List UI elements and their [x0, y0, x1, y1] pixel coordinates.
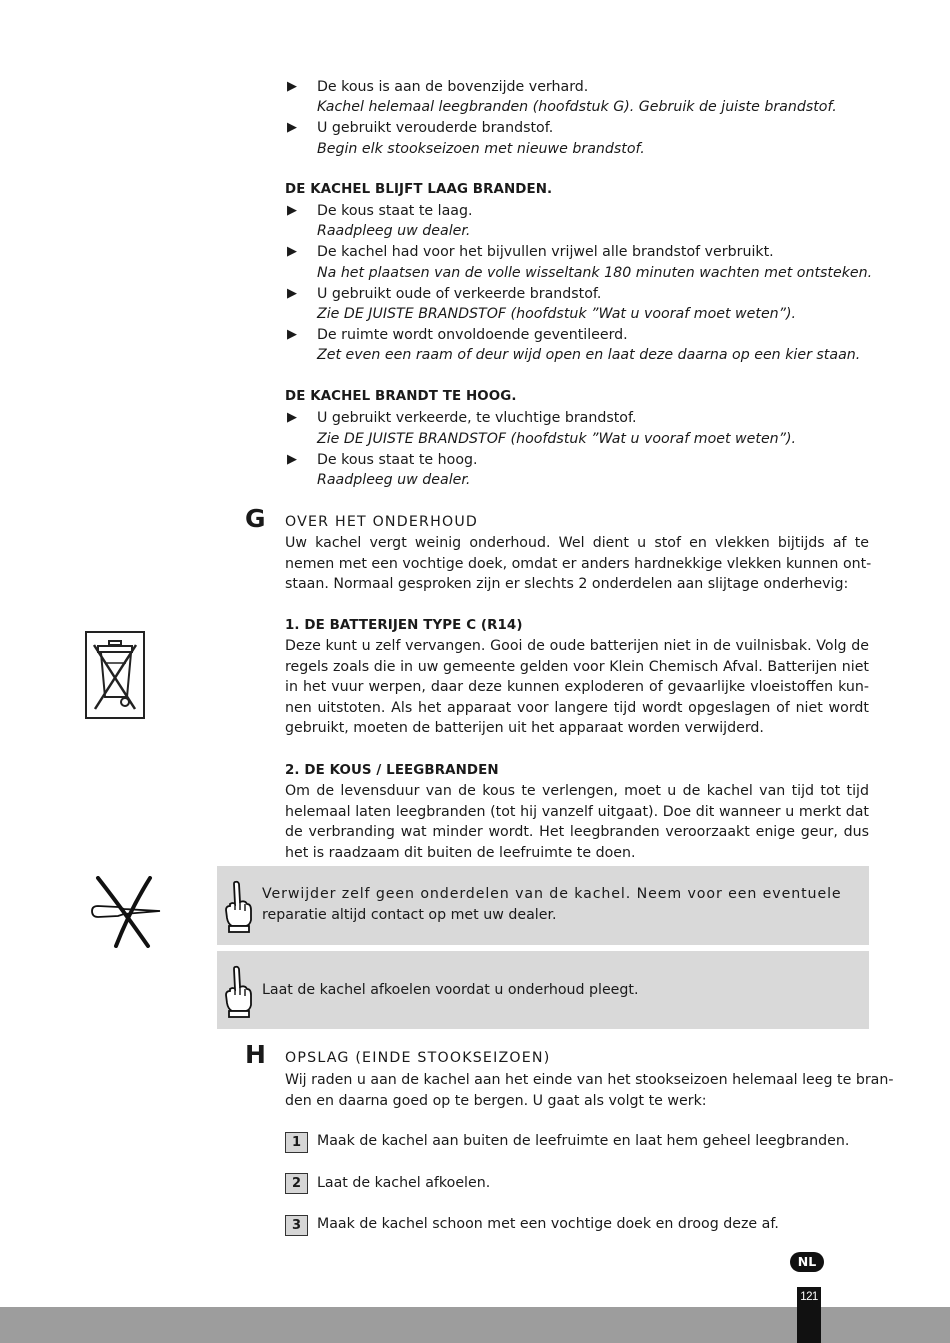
solution-text: Begin elk stookseizoen met nieuwe brandstof.: [317, 141, 645, 157]
warning-notice: [217, 866, 869, 945]
section-g-title: OVER HET ONDERHOUD: [285, 514, 479, 530]
triangle-bullet-icon: ▶: [287, 410, 297, 425]
language-badge: NL: [790, 1252, 824, 1272]
solution-text: Na het plaatsen van de volle wisseltank 180 minuten wachten met ontsteken.: [317, 265, 873, 281]
solution-text: Raadpleeg uw dealer.: [317, 472, 471, 488]
problem-text: De kachel had voor het bijvullen vrijwel alle brandstof verbruikt.: [317, 244, 774, 260]
triangle-bullet-icon: ▶: [287, 79, 297, 94]
step-text: Maak de kachel schoon met een vochtige doek en droog deze af.: [317, 1216, 779, 1232]
solution-text: Raadpleeg uw dealer.: [317, 223, 471, 239]
crossed-out-wheelie-bin-icon: [85, 631, 145, 719]
section-h-title: OPSLAG (EINDE STOOKSEIZOEN): [285, 1050, 551, 1066]
paragraph-line: het is raadzaam dit buiten de leefruimte te doen.: [285, 844, 636, 861]
solution-text: Zet even een raam of deur wijd open en laat deze daarna op een kier staan.: [317, 347, 861, 363]
triangle-bullet-icon: ▶: [287, 244, 297, 259]
pointing-hand-icon: [223, 880, 253, 934]
paragraph-line: in het vuur werpen, daar deze kunnen exploderen of gevaarlijke vloeistoffen kun-: [285, 679, 869, 696]
wick-text: [285, 781, 869, 863]
pointing-hand-icon: [223, 965, 253, 1019]
solution-text: Kachel helemaal leegbranden (hoofdstuk G). Gebruik de juiste brandstof.: [317, 99, 837, 115]
solution-text: Zie DE JUISTE BRANDSTOF (hoofdstuk ”Wat u vooraf moet weten”).: [317, 306, 797, 322]
paragraph-line: regels zoals die in uw gemeente gelden voor Klein Chemisch Afval. Batterijen niet: [285, 658, 869, 675]
low-burn-heading: DE KACHEL BLIJFT LAAG BRANDEN.: [285, 182, 553, 197]
notice-line: reparatie altijd contact op met uw dealer.: [262, 907, 557, 923]
problem-text: De ruimte wordt onvoldoende geventileerd.: [317, 327, 628, 343]
notice-line: Verwijder zelf geen onderdelen van de kachel. Neem voor een eventuele: [262, 886, 842, 902]
paragraph-line: de verbranding wat minder wordt. Het leegbranden veroorzaakt enige geur, dus: [285, 824, 869, 841]
problem-text: De kous staat te laag.: [317, 203, 473, 219]
notice-line: Laat de kachel afkoelen voordat u onderhoud pleegt.: [262, 982, 639, 998]
high-burn-heading: DE KACHEL BRANDT TE HOOG.: [285, 389, 517, 404]
triangle-bullet-icon: ▶: [287, 286, 297, 301]
paragraph-line: Wij raden u aan de kachel aan het einde van het stookseizoen helemaal leeg te bran-: [285, 1072, 894, 1088]
step-text: Maak de kachel aan buiten de leefruimte en laat hem geheel leegbranden.: [317, 1133, 850, 1149]
paragraph-line: nen uitstoten. Als het apparaat voor langere tijd wordt opgeslagen of niet wordt: [285, 699, 869, 716]
section-letter-g: G: [245, 504, 266, 533]
section-letter-h: H: [245, 1040, 266, 1069]
paragraph-line: helemaal laten leegbranden (tot hij vanzelf uitgaat). Doe dit wanneer u merkt dat: [285, 803, 869, 820]
step-number: 3: [285, 1215, 308, 1236]
section-h-intro: [285, 1070, 894, 1111]
warning-notice: [217, 951, 869, 1029]
batteries-heading: 1. DE BATTERIJEN TYPE C (R14): [285, 618, 523, 633]
problem-text: U gebruikt verkeerde, te vluchtige brandstof.: [317, 410, 637, 426]
paragraph-line: Uw kachel vergt weinig onderhoud. Wel dient u stof en vlekken bijtijds af te: [285, 535, 869, 551]
problem-text: U gebruikt verouderde brandstof.: [317, 120, 554, 136]
problem-text: De kous staat te hoog.: [317, 452, 478, 468]
page-number-tab: [797, 1287, 821, 1343]
crossed-out-screwdriver-icon: [90, 876, 165, 948]
batteries-text: [285, 636, 869, 739]
section-g-intro: [285, 533, 872, 595]
paragraph-line: gebruikt, moeten de batterijen uit het apparaat worden verwijderd.: [285, 720, 764, 737]
solution-text: Zie DE JUISTE BRANDSTOF (hoofdstuk ”Wat u vooraf moet weten”).: [317, 431, 797, 447]
problem-text: U gebruikt oude of verkeerde brandstof.: [317, 286, 602, 302]
triangle-bullet-icon: ▶: [287, 327, 297, 342]
step-number: 1: [285, 1132, 308, 1153]
step-number: 2: [285, 1173, 308, 1194]
wick-heading: 2. DE KOUS / LEEGBRANDEN: [285, 763, 499, 778]
paragraph-line: Om de levensduur van de kous te verlengen, moet u de kachel van tijd tot tijd: [285, 783, 869, 799]
page-number: 121: [800, 1291, 818, 1303]
triangle-bullet-icon: ▶: [287, 120, 297, 135]
triangle-bullet-icon: ▶: [287, 452, 297, 467]
paragraph-line: Deze kunt u zelf vervangen. Gooi de oude batterijen niet in de vuilnisbak. Volg de: [285, 638, 869, 654]
paragraph-line: den en daarna goed op te bergen. U gaat als volgt te werk:: [285, 1092, 707, 1109]
paragraph-line: staan. Normaal gesproken zijn er slechts 2 onderdelen aan slijtage onderhevig:: [285, 576, 849, 593]
triangle-bullet-icon: ▶: [287, 203, 297, 218]
step-text: Laat de kachel afkoelen.: [317, 1175, 491, 1191]
problem-text: De kous is aan de bovenzijde verhard.: [317, 79, 589, 95]
paragraph-line: nemen met een vochtige doek, omdat er anders hardnekkige vlekken kunnen ont-: [285, 555, 872, 572]
